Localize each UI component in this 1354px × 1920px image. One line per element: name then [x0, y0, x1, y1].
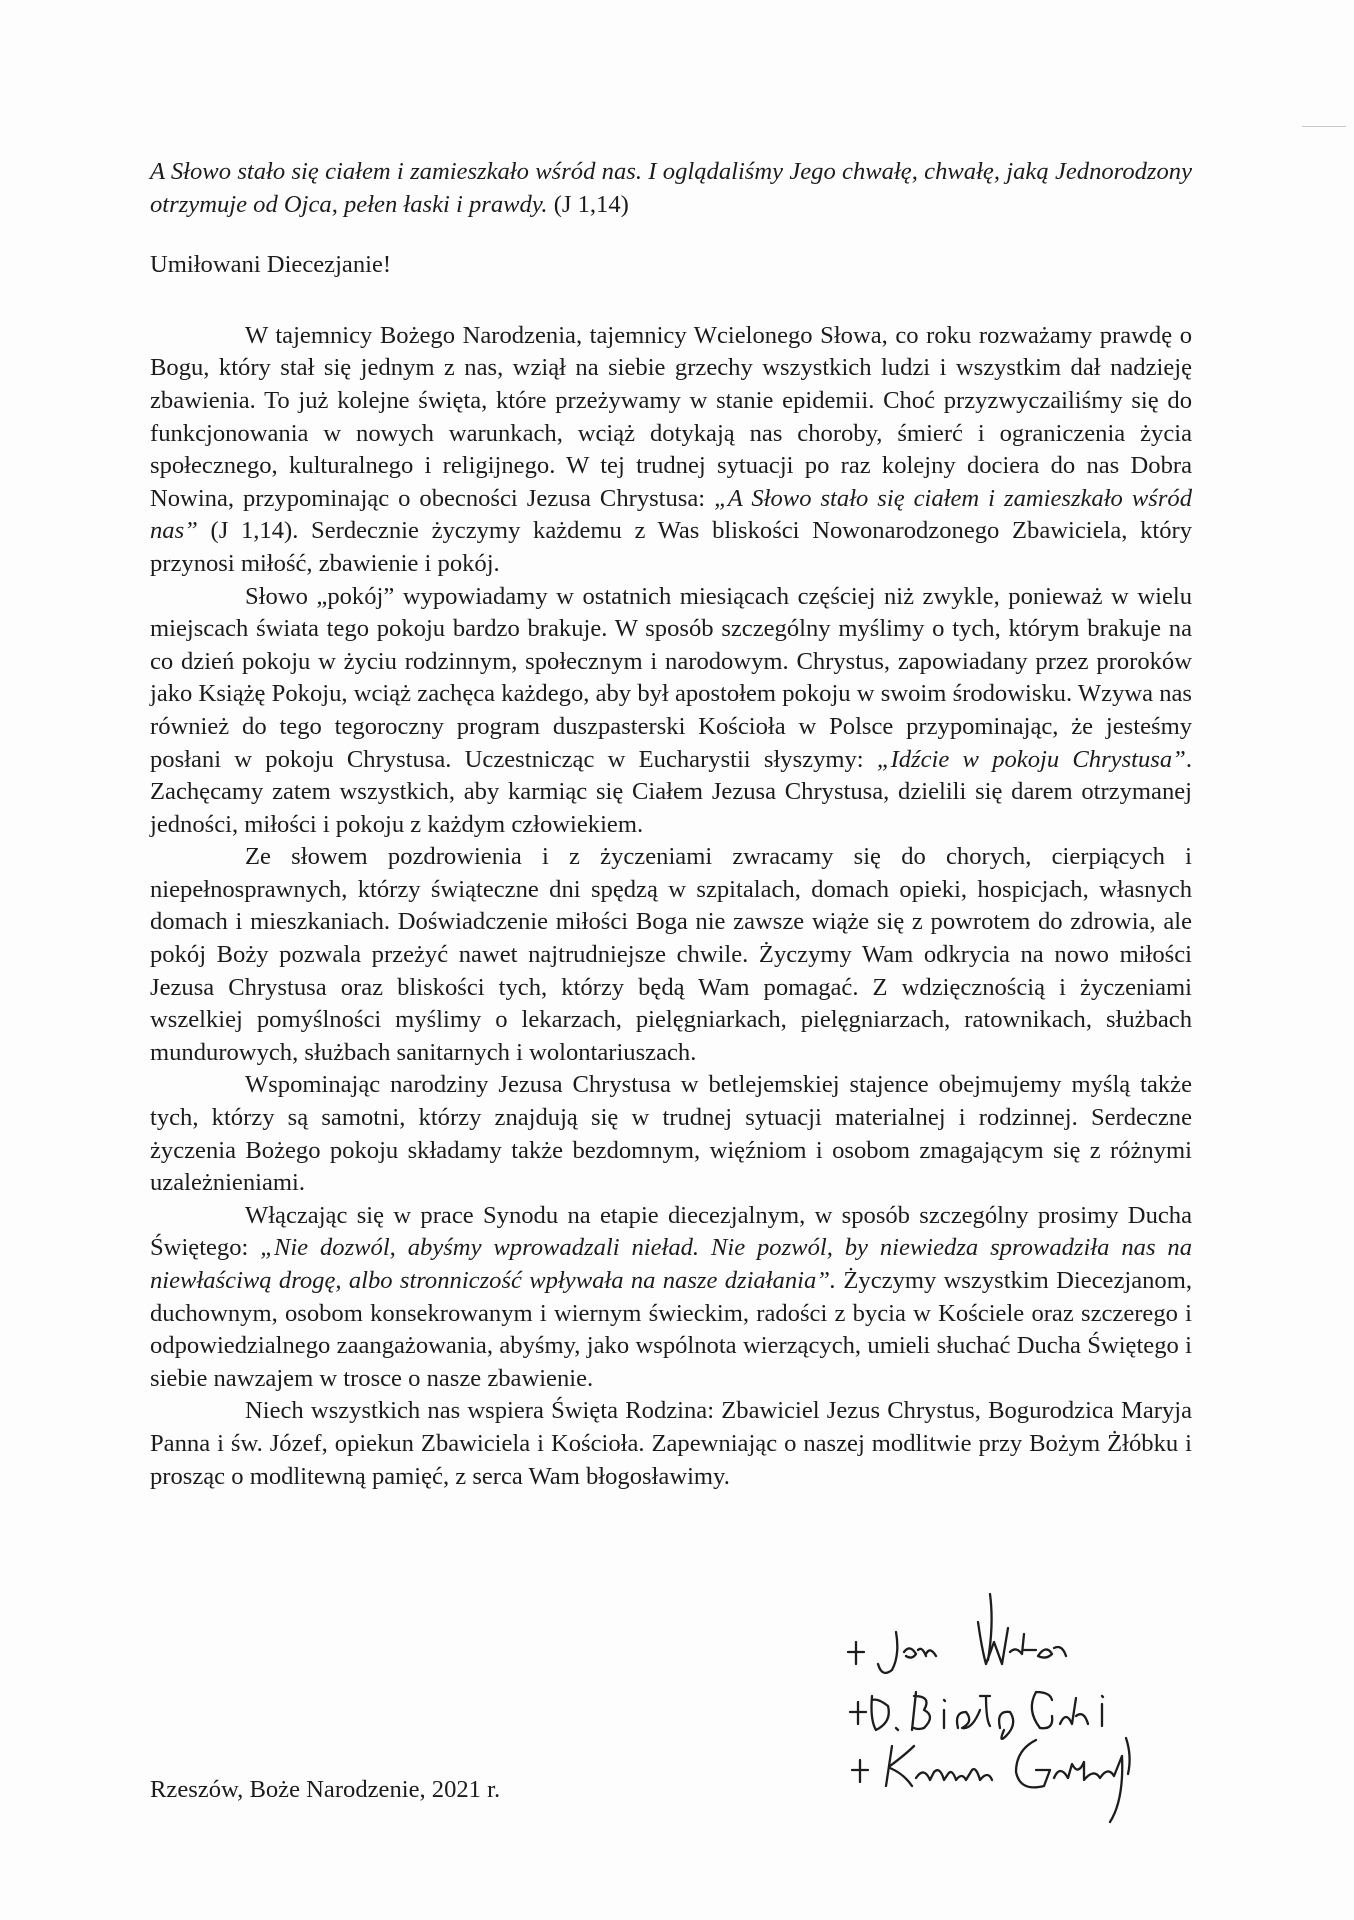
paragraph-2: [150, 581, 1192, 842]
paragraph-1: [150, 320, 1192, 581]
paragraph-1-quote: „A Słowo stało się ciałem i zamieszkało wśród nas”: [150, 484, 1192, 545]
paragraph-3: Ze słowem pozdrowienia i z życzeniami zwracamy się do chorych, cierpiących i niepełnosprawnych, którzy świąteczne dni spędzą w szpitalach, domach opieki, hospicjach, własnych domach i mieszkaniach. Doświadczenie miłości Boga nie zawsze wiąże się z powrotem do zdrowia, ale pokój Boży pozwala przeżyć nawet najtrudniejsze chwile. Życzymy Wam odkrycia na nowo miłości Jezusa Chrystusa oraz bliskości tych, którzy będą Wam pomagać. Z wdzięcznością i życzeniami wszelkiej pomyślności myślimy o lekarzach, pielęgniarkach, pielęgniarzach, ratownikach, służbach mundurowych, służbach sanitarnych i wolontariuszach.: [150, 843, 1192, 1066]
handwritten-signatures: [840, 1560, 1180, 1860]
signature-2: [850, 1692, 1103, 1739]
paragraph-4: Wspominając narodziny Jezusa Chrystusa w betlejemskiej stajence obejmujemy myślą także tych, którzy są samotni, którzy znajdują się w trudnej sytuacji materialnej i rodzinnej. Serdeczne życzenia Bożego pokoju składamy także bezdomnym, więźniom i osobom zmagającym się z różnymi uzależnieniami.: [150, 1071, 1192, 1197]
letter-body: [150, 156, 1192, 1493]
scan-edge-mark: [1302, 126, 1346, 127]
paragraph-5-text-a: Włączając się w prace Synodu na etapie diecezjalnym, w sposób szczególny prosimy Ducha Świętego:: [150, 1201, 1192, 1262]
paragraph-5: [150, 1200, 1192, 1396]
paragraph-2-quote: „Idźcie w pokoju Chrystusa”: [876, 745, 1186, 773]
place-and-date: Rzeszów, Boże Narodzenie, 2021 r.: [150, 1776, 501, 1803]
paragraph-6: Niech wszystkich nas wspiera Święta Rodzina: Zbawiciel Jezus Chrystus, Bogurodzica Maryja Panna i św. Józef, opiekun Zbawiciela i Kościoła. Zapewniając o naszej modlitwie przy Bożym Żłóbku i prosząc o modlitewną pamięć, z serca Wam błogosławimy.: [150, 1397, 1192, 1490]
signature-1: [848, 1594, 1066, 1673]
paragraph-1-text-a: W tajemnicy Bożego Narodzenia, tajemnicy Wcielonego Słowa, co roku rozważamy prawdę o Bogu, który stał się jednym z nas, wziął na siebie grzechy wszystkich ludzi i wszystkim dał nadzieję zbawienia. To już kolejne święta, które przeżywamy w stanie epidemii. Choć przyzwyczailiśmy się do funkcjonowania w nowych warunkach, wciąż dotykają nas choroby, śmierć i ograniczenia życia społecznego, kulturalnego i religijnego. W tej trudnej sytuacji po raz kolejny dociera do nas Dobra Nowina, przypominając o obecności Jezusa Chrystusa:: [150, 321, 1192, 512]
paragraph-1-text-b: (J 1,14). Serdecznie życzymy każdemu z Was bliskości Nowonarodzonego Zbawiciela, który przynosi miłość, zbawienie i pokój.: [150, 517, 1192, 577]
motto-reference: (J 1,14): [553, 190, 629, 218]
motto-text: A Słowo stało się ciałem i zamieszkało wśród nas. I oglądaliśmy Jego chwałę, chwałę, jaką Jednorodzony otrzymuje od Ojca, pełen łaski i prawdy.: [150, 158, 1192, 218]
paragraph-2-text-a: Słowo „pokój” wypowiadamy w ostatnich miesiącach częściej niż zwykle, ponieważ w wielu miejscach świata tego pokoju bardzo brakuje. W sposób szczególny myślimy o tych, którym brakuje na co dzień pokoju w życiu rodzinnym, społecznym i narodowym. Chrystus, zapowiadany przez proroków jako Książę Pokoju, wciąż zachęca każdego, aby był apostołem pokoju w swoim środowisku. Wzywa nas również do tego tegoroczny program duszpasterski Kościoła w Polsce przypominając, że jesteśmy posłani w pokoju Chrystusa. Uczestnicząc w Eucharystii słyszymy:: [150, 582, 1192, 773]
paragraph-5-quote: „Nie dozwól, abyśmy wprowadzali nieład. Nie pozwól, by niewiedza sprowadziła nas na niewłaściwą drogę, albo stronniczość wpływała na nasze działania”.: [150, 1234, 1193, 1294]
salutation: Umiłowani Diecezjanie!: [150, 251, 392, 279]
signature-3: [852, 1738, 1130, 1822]
signatures-block: [840, 1560, 1180, 1860]
paragraph-5-text-b: Życzymy wszystkim Diecezjanom, duchownym, osobom konsekrowanym i wiernym świeckim, radości z bycia w Kościele oraz szczerego i odpowiedzialnego zaangażowania, abyśmy, jako wspólnota wierzących, umieli słuchać Ducha Świętego i siebie nawzajem w trosce o nasze zbawienie.: [150, 1267, 1192, 1392]
motto: [150, 156, 1192, 221]
paragraph-2-text-b: . Zachęcamy zatem wszystkich, aby karmiąc się Ciałem Jezusa Chrystusa, dzielili się darem otrzymanej jedności, miłości i pokoju z każdym człowiekiem.: [150, 745, 1192, 838]
